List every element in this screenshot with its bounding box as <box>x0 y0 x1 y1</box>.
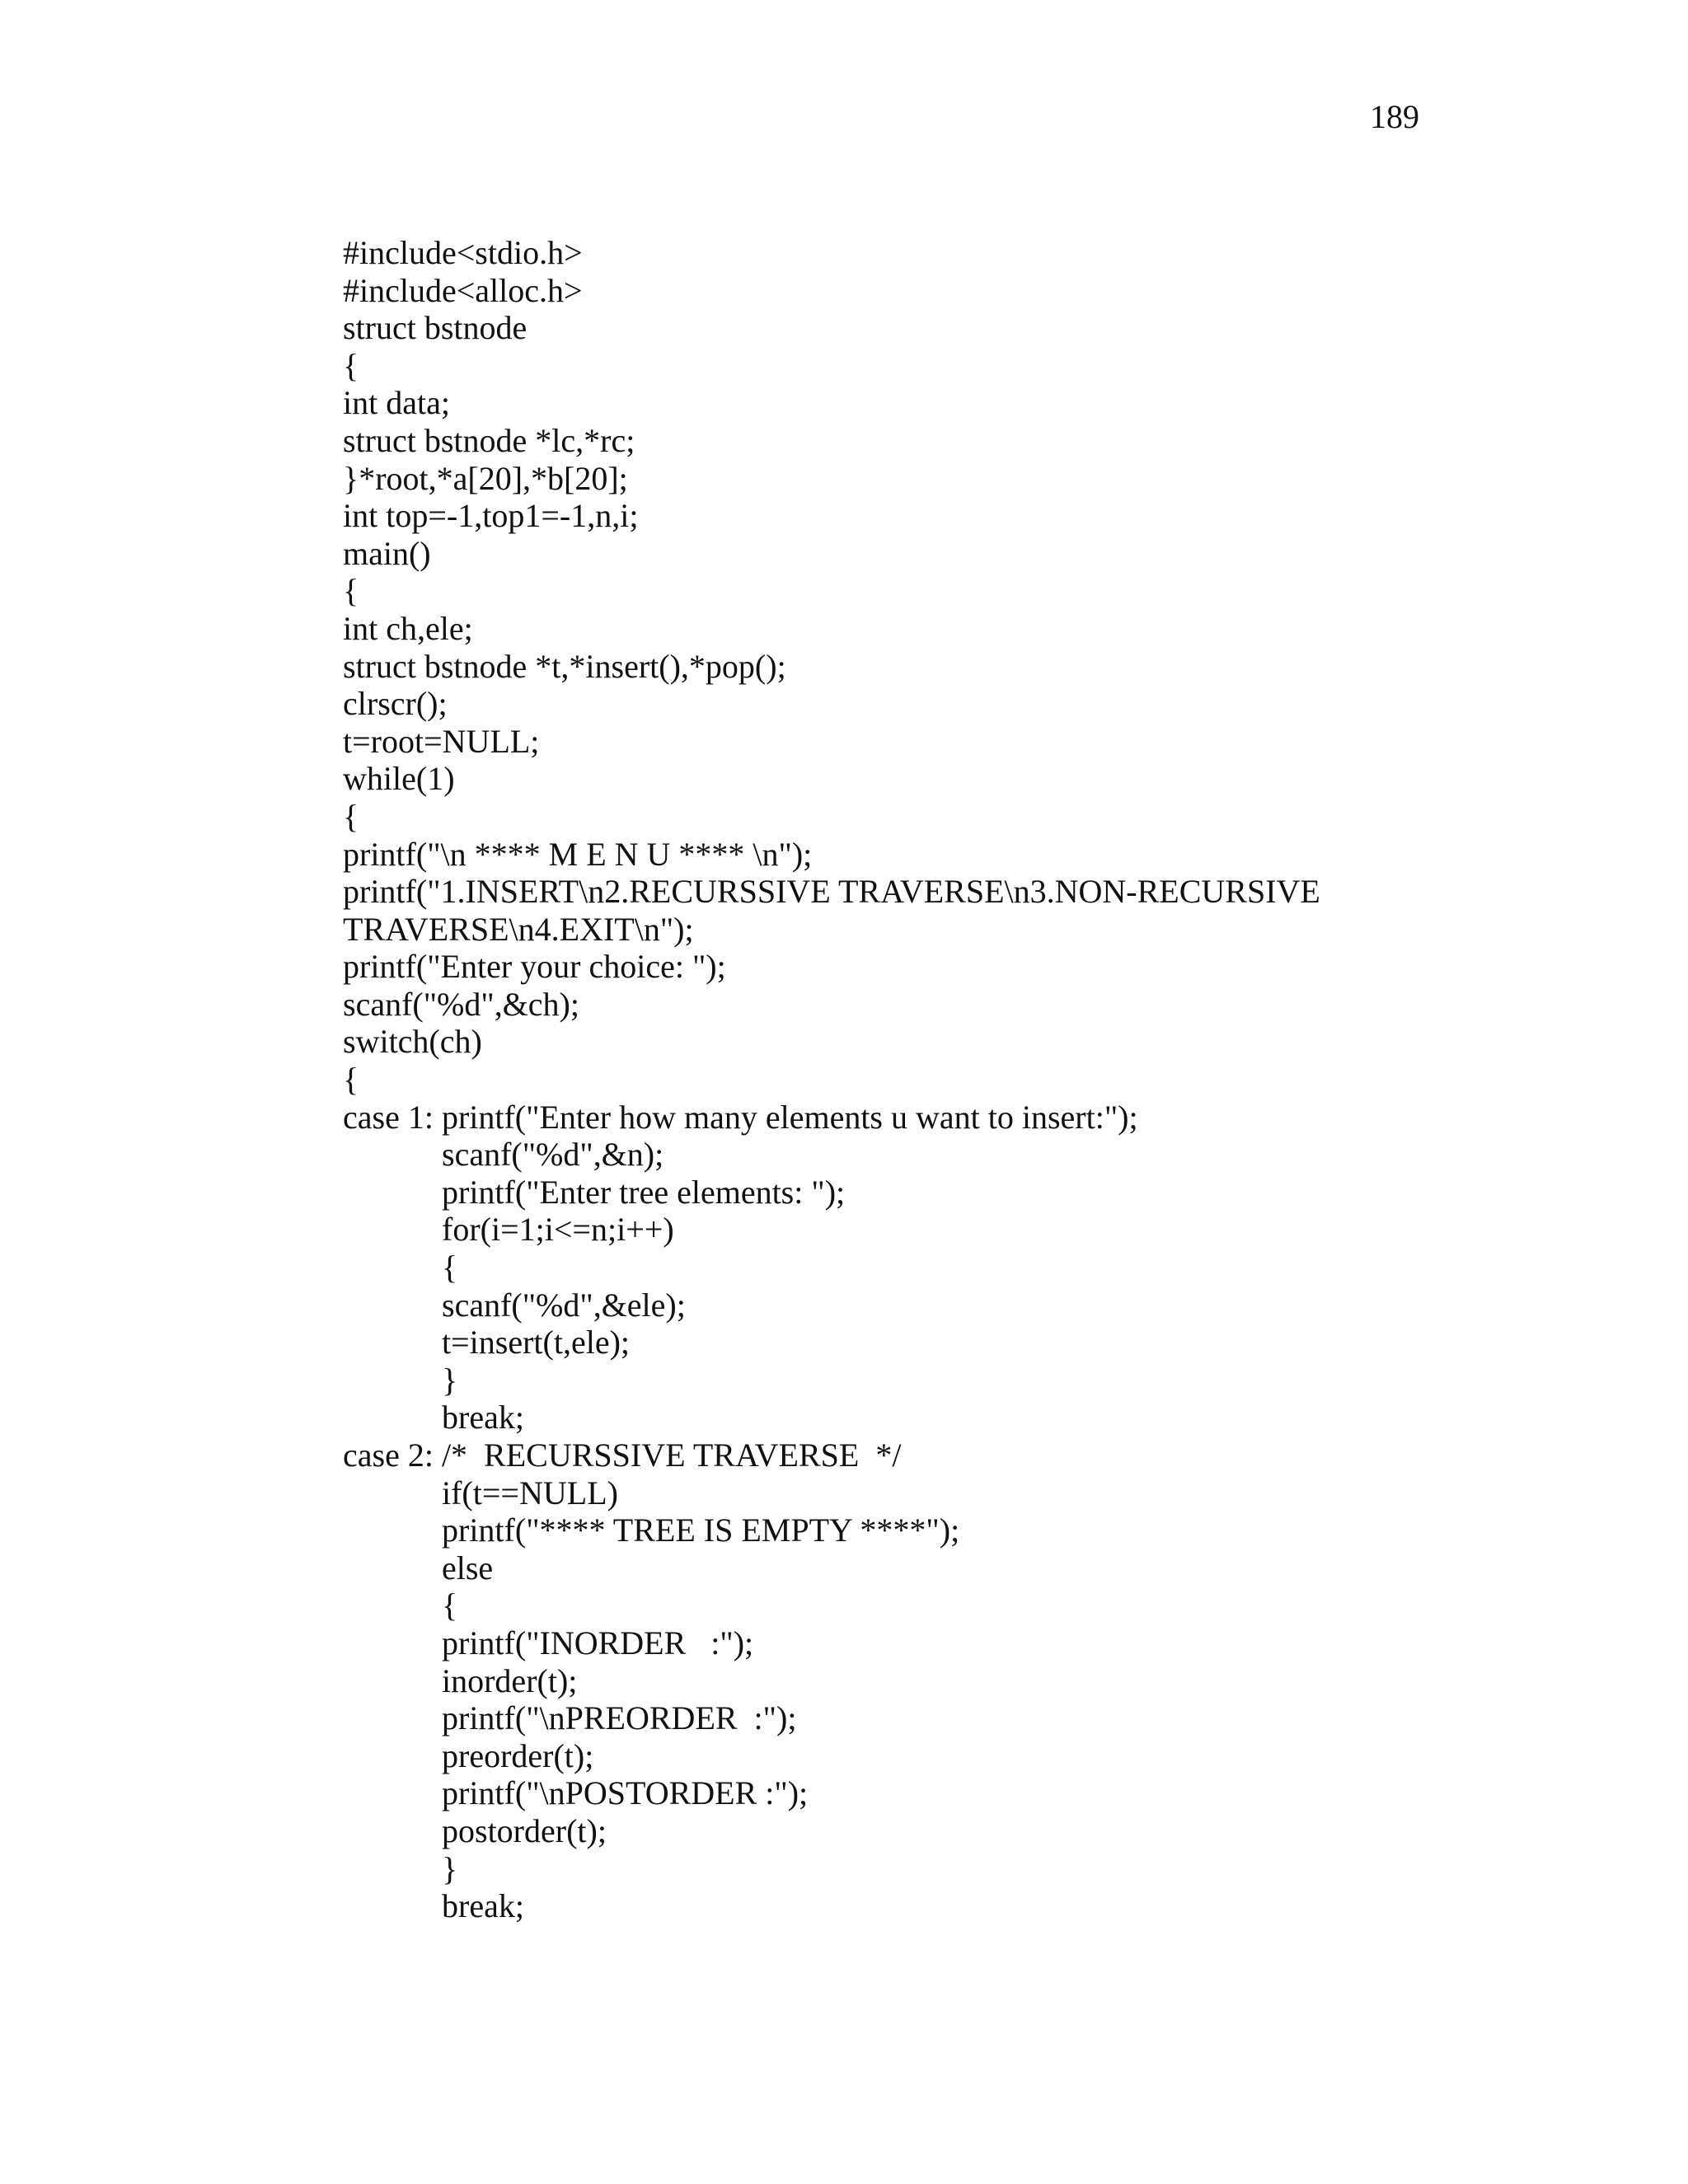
code-line: printf("INORDER :"); <box>442 1624 754 1661</box>
code-listing <box>343 234 1629 1925</box>
code-line: case 2: /* RECURSSIVE TRAVERSE */ <box>343 1436 902 1474</box>
code-line: printf("Enter your choice: "); <box>343 948 726 986</box>
code-line: main() <box>343 534 431 572</box>
code-line: { <box>343 797 359 835</box>
code-line: postorder(t); <box>442 1811 607 1849</box>
code-line: int data; <box>343 384 450 422</box>
code-line: { <box>343 1061 359 1099</box>
code-line: struct bstnode *t,*insert(),*pop(); <box>343 647 786 685</box>
code-line: switch(ch) <box>343 1023 482 1061</box>
code-line: printf("\n **** M E N U **** \n"); <box>343 835 813 873</box>
code-line: for(i=1;i<=n;i++) <box>442 1211 674 1249</box>
code-line: printf("\nPOSTORDER :"); <box>442 1774 809 1812</box>
code-line: scanf("%d",&n); <box>442 1136 664 1174</box>
code-line: break; <box>442 1887 524 1925</box>
code-line: else <box>442 1549 494 1586</box>
code-line: #include<alloc.h> <box>343 271 583 309</box>
code-line: struct bstnode <box>343 309 528 347</box>
code-line: }*root,*a[20],*b[20]; <box>343 459 628 497</box>
code-line: printf("1.INSERT\n2.RECURSSIVE TRAVERSE\n3.NON-RECURSIVE <box>343 873 1320 911</box>
code-line: clrscr(); <box>343 685 448 723</box>
code-line: if(t==NULL) <box>442 1474 618 1511</box>
code-line: #include<stdio.h> <box>343 234 583 271</box>
code-line: break; <box>442 1399 524 1436</box>
code-line: case 1: printf("Enter how many elements u want to insert:"); <box>343 1098 1138 1136</box>
code-line: t=insert(t,ele); <box>442 1324 631 1361</box>
code-line: TRAVERSE\n4.EXIT\n"); <box>343 910 694 948</box>
code-line: scanf("%d",&ele); <box>442 1286 686 1324</box>
code-line: preorder(t); <box>442 1736 594 1774</box>
code-line: inorder(t); <box>442 1661 578 1699</box>
code-line: int ch,ele; <box>343 609 473 647</box>
code-line: { <box>442 1586 458 1624</box>
code-line: { <box>442 1249 458 1286</box>
code-line: } <box>442 1849 458 1887</box>
code-line: t=root=NULL; <box>343 722 540 760</box>
code-line: struct bstnode *lc,*rc; <box>343 421 635 459</box>
code-line: { <box>343 346 359 384</box>
code-line: while(1) <box>343 760 455 798</box>
code-line: { <box>343 572 359 610</box>
code-line: } <box>442 1361 458 1399</box>
code-line: int top=-1,top1=-1,n,i; <box>343 497 639 535</box>
code-line: scanf("%d",&ch); <box>343 985 579 1023</box>
code-line: printf("**** TREE IS EMPTY ****"); <box>442 1511 960 1549</box>
code-line: printf("Enter tree elements: "); <box>442 1173 846 1211</box>
page-number: 189 <box>1370 98 1419 135</box>
code-line: printf("\nPREORDER :"); <box>442 1699 797 1737</box>
